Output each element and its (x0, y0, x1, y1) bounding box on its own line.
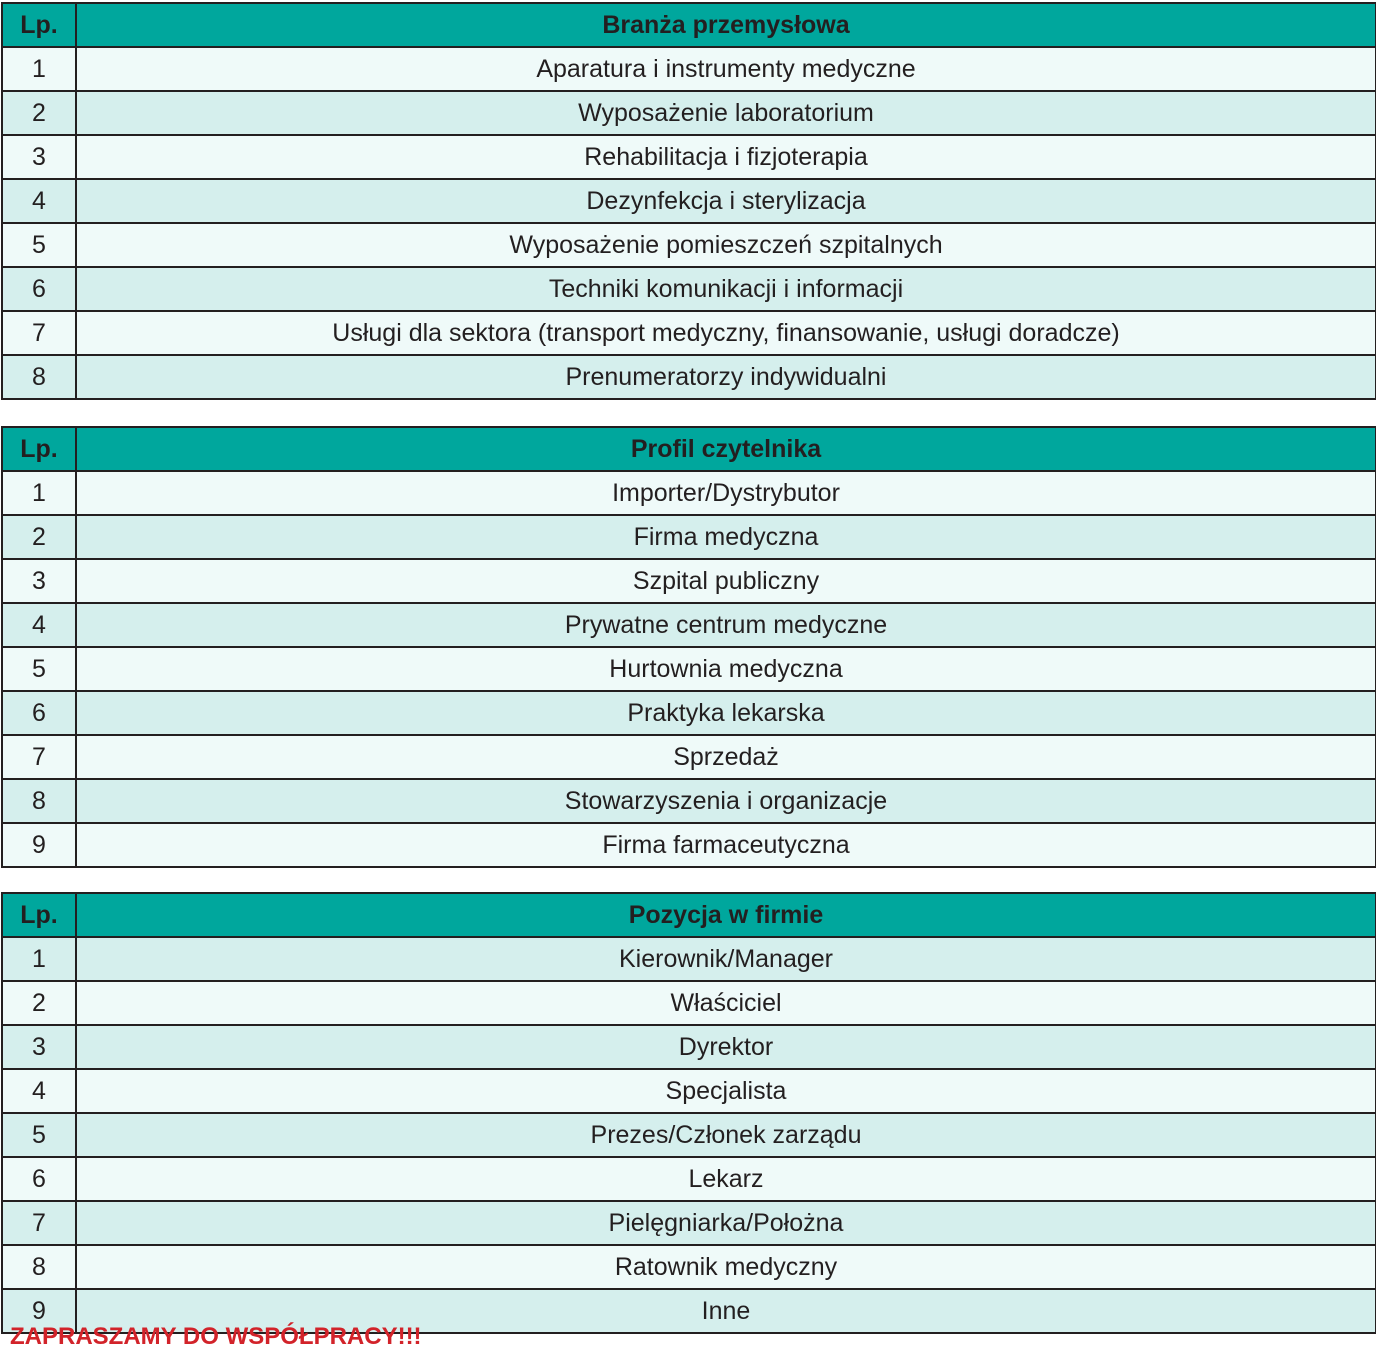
row-label: Wyposażenie laboratorium (76, 91, 1376, 135)
table-row (2, 1025, 1376, 1069)
row-number: 1 (2, 471, 76, 515)
row-label: Aparatura i instrumenty medyczne (76, 47, 1376, 91)
company-position-header: Pozycja w firmie (76, 893, 1376, 937)
row-label: Rehabilitacja i fizjoterapia (76, 135, 1376, 179)
table-row (2, 91, 1376, 135)
row-label: Techniki komunikacji i informacji (76, 267, 1376, 311)
table-row (2, 779, 1376, 823)
lp-header: Lp. (2, 3, 76, 47)
table-row (2, 1201, 1376, 1245)
row-label: Sprzedaż (76, 735, 1376, 779)
table-row (2, 311, 1376, 355)
table-row (2, 515, 1376, 559)
row-number: 2 (2, 981, 76, 1025)
row-label: Firma medyczna (76, 515, 1376, 559)
table-row (2, 735, 1376, 779)
table-row (2, 47, 1376, 91)
industry-table (1, 2, 1376, 400)
row-number: 9 (2, 1289, 76, 1333)
lp-header: Lp. (2, 893, 76, 937)
table-header-row (2, 427, 1376, 471)
lp-header: Lp. (2, 427, 76, 471)
table-row (2, 267, 1376, 311)
table-row (2, 179, 1376, 223)
row-number: 2 (2, 515, 76, 559)
table-row (2, 1113, 1376, 1157)
row-label: Importer/Dystrybutor (76, 471, 1376, 515)
industry-header: Branża przemysłowa (76, 3, 1376, 47)
table-header-row (2, 893, 1376, 937)
table-row (2, 691, 1376, 735)
row-number: 6 (2, 691, 76, 735)
row-number: 5 (2, 223, 76, 267)
row-label: Lekarz (76, 1157, 1376, 1201)
company-position-table (1, 892, 1376, 1334)
row-number: 2 (2, 91, 76, 135)
row-number: 5 (2, 1113, 76, 1157)
row-label: Właściciel (76, 981, 1376, 1025)
row-number: 3 (2, 135, 76, 179)
row-number: 4 (2, 1069, 76, 1113)
row-number: 9 (2, 823, 76, 867)
row-label: Dezynfekcja i sterylizacja (76, 179, 1376, 223)
reader-profile-table (1, 426, 1376, 868)
row-label: Praktyka lekarska (76, 691, 1376, 735)
table-row (2, 471, 1376, 515)
row-number: 7 (2, 735, 76, 779)
cooperation-invitation: ZAPRASZAMY DO WSPÓŁPRACY!!! (10, 1323, 422, 1350)
table-row (2, 355, 1376, 399)
row-label: Stowarzyszenia i organizacje (76, 779, 1376, 823)
row-number: 4 (2, 179, 76, 223)
table-row (2, 559, 1376, 603)
row-label: Usługi dla sektora (transport medyczny, finansowanie, usługi doradcze) (76, 311, 1376, 355)
row-label: Kierownik/Manager (76, 937, 1376, 981)
row-number: 6 (2, 267, 76, 311)
row-label: Pielęgniarka/Położna (76, 1201, 1376, 1245)
table-row (2, 823, 1376, 867)
row-label: Szpital publiczny (76, 559, 1376, 603)
row-number: 8 (2, 355, 76, 399)
row-number: 5 (2, 647, 76, 691)
row-number: 3 (2, 559, 76, 603)
row-number: 6 (2, 1157, 76, 1201)
row-label: Specjalista (76, 1069, 1376, 1113)
table-row (2, 1069, 1376, 1113)
row-label: Wyposażenie pomieszczeń szpitalnych (76, 223, 1376, 267)
row-number: 8 (2, 1245, 76, 1289)
row-label: Prenumeratorzy indywidualni (76, 355, 1376, 399)
table-row (2, 135, 1376, 179)
row-number: 1 (2, 937, 76, 981)
reader-profile-header: Profil czytelnika (76, 427, 1376, 471)
table-header-row (2, 3, 1376, 47)
row-label: Prywatne centrum medyczne (76, 603, 1376, 647)
table-row (2, 603, 1376, 647)
table-row (2, 937, 1376, 981)
row-number: 8 (2, 779, 76, 823)
table-row (2, 1245, 1376, 1289)
row-number: 7 (2, 1201, 76, 1245)
table-row (2, 223, 1376, 267)
row-number: 7 (2, 311, 76, 355)
row-number: 1 (2, 47, 76, 91)
table-row (2, 981, 1376, 1025)
row-label: Hurtownia medyczna (76, 647, 1376, 691)
row-label: Inne (76, 1289, 1376, 1333)
row-label: Firma farmaceutyczna (76, 823, 1376, 867)
table-row (2, 647, 1376, 691)
table-row (2, 1157, 1376, 1201)
row-label: Dyrektor (76, 1025, 1376, 1069)
row-label: Prezes/Członek zarządu (76, 1113, 1376, 1157)
row-number: 4 (2, 603, 76, 647)
row-number: 3 (2, 1025, 76, 1069)
row-label: Ratownik medyczny (76, 1245, 1376, 1289)
